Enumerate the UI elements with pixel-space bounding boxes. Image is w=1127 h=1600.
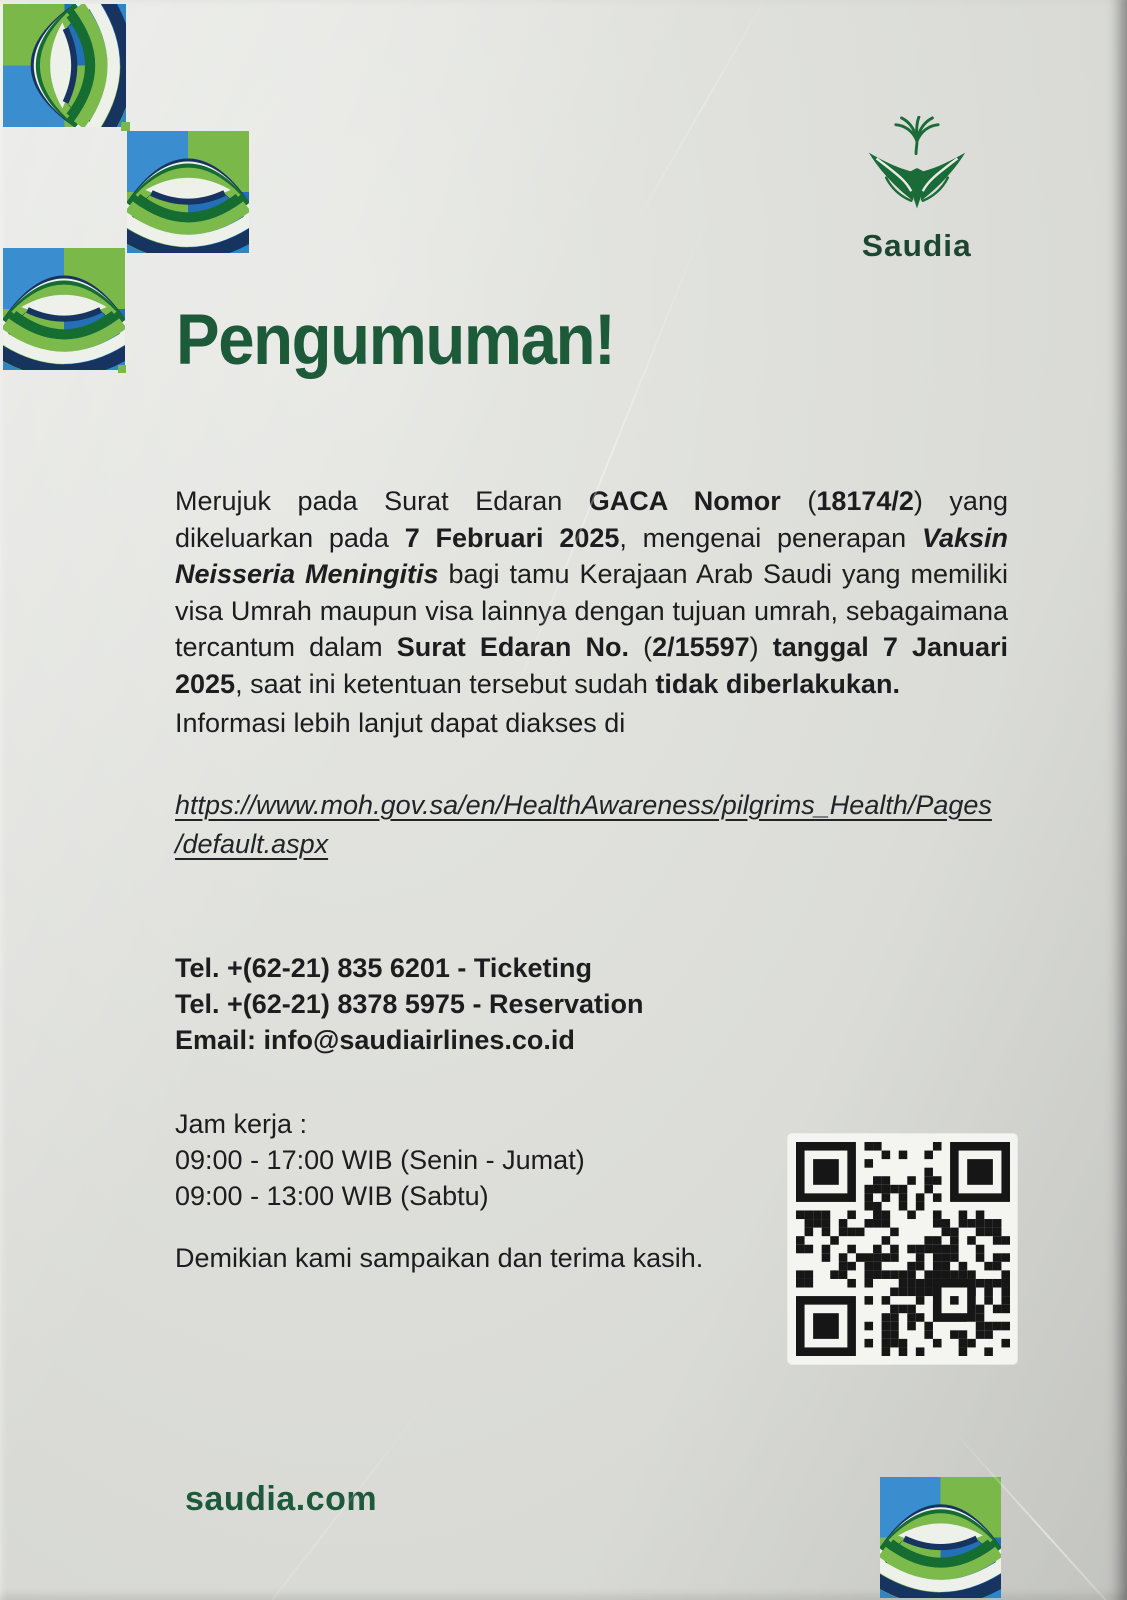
pattern-connector-square <box>118 365 126 373</box>
contact-block <box>175 950 1008 1058</box>
qr-code-image <box>796 1142 1010 1356</box>
moh-link-block <box>175 786 1008 864</box>
saudia-wordmark: Saudia <box>862 228 972 263</box>
contact-email-line[interactable]: Email: info@saudiairlines.co.id <box>175 1025 575 1055</box>
contact-reservation-line: Tel. +(62-21) 8378 5975 - Reservation <box>175 989 644 1019</box>
pattern-tile-eye-icon <box>880 1477 1001 1598</box>
announcement-paragraph: Merujuk pada Surat Edaran GACA Nomor (18174/2) yang dikeluarkan pada 7 Februari 2025, mengenai penerapan Vaksin Neisseria Meningitis bagi tamu Kerajaan Arab Saudi yang memiliki visa Umrah maupun visa lainnya dengan tujuan umrah, sebagaimana tercantum dalam Surat Edaran No. (2/15597) tanggal 7 Januari 2025, saat ini ketentuan tersebut sudah tidak diberlakukan. <box>175 486 1008 699</box>
pattern-tile-eye-icon <box>3 248 125 370</box>
pattern-tile-eye-icon <box>127 131 249 253</box>
footer-website-link[interactable]: saudia.com <box>185 1480 378 1518</box>
page-title: Pengumuman! <box>176 301 615 380</box>
info-line: Informasi lebih lanjut dapat diakses di <box>175 708 626 738</box>
pattern-connector-square <box>121 122 130 131</box>
working-hours-weekdays: 09:00 - 17:00 WIB (Senin - Jumat) <box>175 1145 585 1175</box>
qr-code <box>788 1134 1017 1364</box>
closing-line: Demikian kami sampaikan dan terima kasih. <box>175 1243 704 1273</box>
working-hours-label: Jam kerja : <box>175 1109 308 1139</box>
moh-link-line2[interactable]: /default.aspx <box>175 829 329 859</box>
contact-ticketing-line: Tel. +(62-21) 835 6201 - Ticketing <box>175 953 592 983</box>
saudia-logo <box>842 116 992 264</box>
working-hours-saturday: 09:00 - 13:00 WIB (Sabtu) <box>175 1181 489 1211</box>
pattern-tile-vertical-eye-icon <box>3 4 126 127</box>
moh-link-line1[interactable]: https://www.moh.gov.sa/en/HealthAwareness/pilgrims_Health/Pages <box>175 790 992 820</box>
saudia-palm-wings-icon <box>858 116 976 222</box>
paper-crease <box>625 0 777 240</box>
